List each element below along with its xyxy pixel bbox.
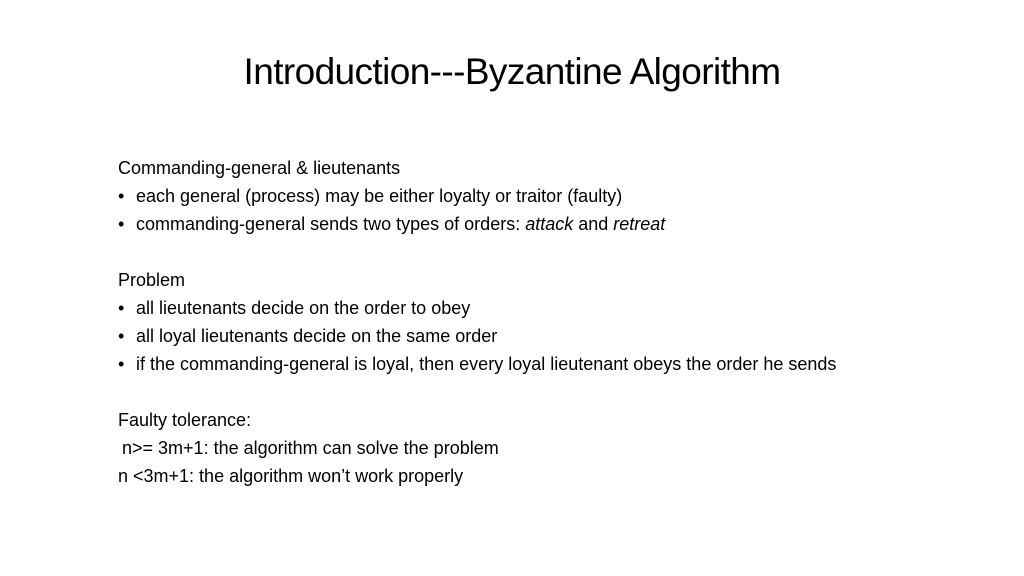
emphasis-attack: attack	[525, 214, 574, 234]
bullet-item	[118, 350, 938, 378]
bullet-icon: •	[118, 186, 125, 206]
bullet-text	[136, 210, 938, 238]
tolerance-condition-success: n>= 3m+1: the algorithm can solve the problem	[122, 438, 499, 458]
bullet-item	[118, 322, 938, 350]
section-heading-faulty-tolerance: Faulty tolerance:	[118, 410, 252, 430]
section-heading-problem: Problem	[118, 270, 186, 290]
slide-title: Introduction---Byzantine Algorithm	[243, 51, 781, 92]
bullet-text-mid: and	[573, 214, 614, 234]
tolerance-condition-failure: n <3m+1: the algorithm won’t work properly	[118, 466, 464, 486]
bullet-text: if the commanding-general is loyal, then every loyal lieutenant obeys the order he sends	[136, 354, 837, 374]
bullet-text: each general (process) may be either loyalty or traitor (faulty)	[136, 186, 623, 206]
spacer	[118, 378, 938, 406]
bullet-item	[118, 294, 938, 322]
bullet-icon: •	[118, 214, 125, 234]
bullet-icon: •	[118, 298, 125, 318]
emphasis-retreat: retreat	[613, 214, 666, 234]
section-heading-commanding-general: Commanding-general & lieutenants	[118, 158, 401, 178]
bullet-icon: •	[118, 354, 125, 374]
spacer	[118, 238, 938, 266]
bullet-item	[118, 210, 938, 238]
bullet-item	[118, 182, 938, 210]
bullet-text: all loyal lieutenants decide on the same order	[136, 326, 498, 346]
slide-body	[118, 154, 938, 490]
bullet-icon: •	[118, 326, 125, 346]
bullet-text-prefix: commanding-general sends two types of orders:	[136, 214, 526, 234]
bullet-text: all lieutenants decide on the order to obey	[136, 298, 471, 318]
